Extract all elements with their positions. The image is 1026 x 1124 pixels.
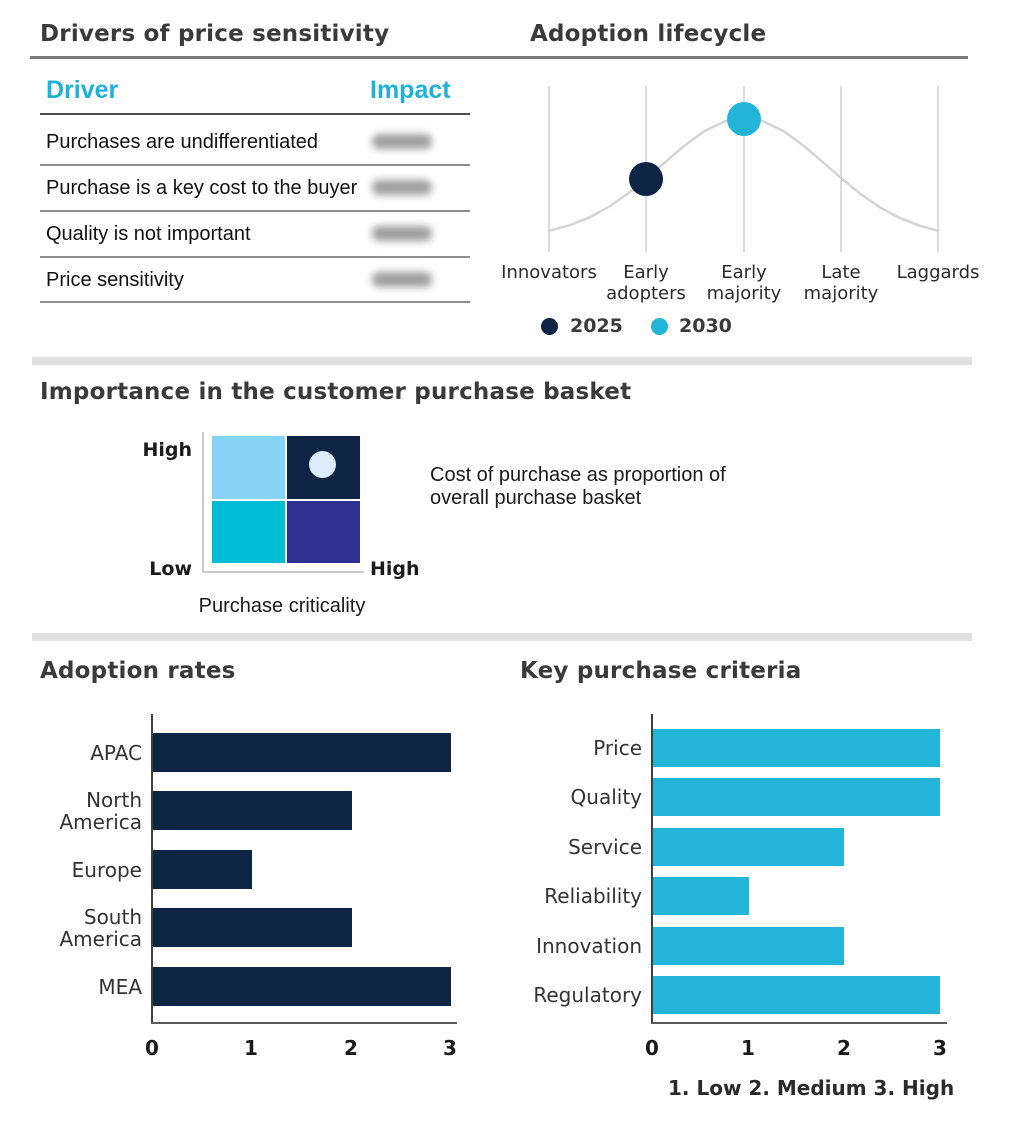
y-category-label <box>0 788 142 834</box>
x-axis-high-label: High <box>370 558 420 580</box>
y-category-label <box>460 778 642 816</box>
bar-apac <box>153 733 451 772</box>
tick-line: Innovators <box>501 262 597 283</box>
tick-line: majority <box>706 283 782 304</box>
data-point-2030 <box>727 102 761 136</box>
bar-south-america <box>153 908 352 947</box>
table-title: Drivers of price sensitivity <box>40 21 390 47</box>
section-divider <box>32 357 972 365</box>
quadrant-bottom-left <box>212 501 285 563</box>
table-row: Quality is not important <box>46 223 251 245</box>
bar-north-america <box>153 791 352 830</box>
quadrant-top-left <box>212 436 285 499</box>
lifecycle-title: Adoption lifecycle <box>530 21 767 47</box>
tick-line: Laggards <box>896 262 980 283</box>
cat-line: Price <box>593 736 642 760</box>
table-row: Purchase is a key cost to the buyer <box>46 177 358 199</box>
y-category-label <box>0 850 142 889</box>
bar-reliability <box>653 877 749 915</box>
tick-line: Early <box>623 262 669 283</box>
column-header-impact: Impact <box>370 76 451 104</box>
quadrant-bottom-right <box>287 501 360 563</box>
y-category-label <box>460 877 642 915</box>
bar-mea <box>153 967 451 1006</box>
x-tick: 3 <box>443 1036 457 1060</box>
cat-line: South <box>83 905 142 929</box>
x-axis-spine <box>651 1022 947 1024</box>
tick-line: adopters <box>606 283 686 304</box>
y-category-label <box>0 733 142 772</box>
y-axis-low-label: Low <box>149 558 192 580</box>
bar-innovation <box>653 927 844 965</box>
cat-line: Europe <box>71 857 142 882</box>
cat-line: Service <box>568 835 642 859</box>
x-tick: 2 <box>837 1036 851 1060</box>
table-header-divider <box>40 113 470 115</box>
table-row: Purchases are undifferentiated <box>46 131 319 153</box>
bar-europe <box>153 850 252 889</box>
x-tick: 2 <box>344 1036 358 1060</box>
x-tick: 0 <box>145 1036 159 1060</box>
cat-line: Regulatory <box>533 983 642 1007</box>
legend-swatch-2025 <box>541 318 558 335</box>
y-category-label <box>0 967 142 1006</box>
y-category-label <box>0 905 142 951</box>
cat-line: Quality <box>570 785 642 809</box>
redacted-impact-value <box>372 226 432 241</box>
matrix-title: Importance in the customer purchase basket <box>40 379 632 405</box>
x-tick: 3 <box>933 1036 947 1060</box>
matrix-xlabel: Purchase criticality <box>198 595 366 617</box>
bar-regulatory <box>653 976 940 1014</box>
cat-line: Reliability <box>544 884 642 908</box>
cat-line: APAC <box>90 740 142 765</box>
adoption-rates-title: Adoption rates <box>40 658 236 684</box>
y-axis-high-label: High <box>142 439 192 461</box>
table-row: Price sensitivity <box>46 269 184 291</box>
cat-line: America <box>59 927 142 951</box>
tick-line: Late <box>821 262 861 283</box>
cat-line: MEA <box>98 974 142 999</box>
x-tick-label <box>878 262 998 283</box>
x-tick: 1 <box>244 1036 258 1060</box>
matrix-x-axis <box>202 571 364 573</box>
scale-note: 1. Low 2. Medium 3. High <box>668 1076 955 1100</box>
matrix-y-axis <box>202 432 204 573</box>
bar-quality <box>653 778 940 816</box>
matrix-annotation: Cost of purchase as proportion of overall purchase basket <box>430 464 726 509</box>
redacted-impact-value <box>372 134 432 149</box>
title-underline <box>30 56 968 59</box>
legend-swatch-2030 <box>651 318 668 335</box>
table-bottom-border <box>40 301 470 303</box>
cat-line: North <box>86 788 142 812</box>
purchase-criteria-title: Key purchase criteria <box>520 658 802 684</box>
y-category-label <box>460 729 642 767</box>
cat-line: Innovation <box>536 934 642 958</box>
data-point-2025 <box>629 162 663 196</box>
y-category-label <box>460 828 642 866</box>
bar-service <box>653 828 844 866</box>
redacted-impact-value <box>372 180 432 195</box>
y-category-label <box>460 976 642 1014</box>
cat-line: America <box>59 810 142 834</box>
y-category-label <box>460 927 642 965</box>
legend-label-2030: 2030 <box>679 315 732 337</box>
x-axis-spine <box>151 1022 457 1024</box>
x-tick: 0 <box>645 1036 659 1060</box>
redacted-impact-value <box>372 272 432 287</box>
tick-line: Early <box>721 262 767 283</box>
x-tick: 1 <box>741 1036 755 1060</box>
tick-line: majority <box>803 283 879 304</box>
matrix-marker-circle <box>309 451 336 478</box>
column-header-driver: Driver <box>46 76 119 104</box>
section-divider <box>32 633 972 641</box>
legend-label-2025: 2025 <box>570 315 623 337</box>
bar-price <box>653 729 940 767</box>
